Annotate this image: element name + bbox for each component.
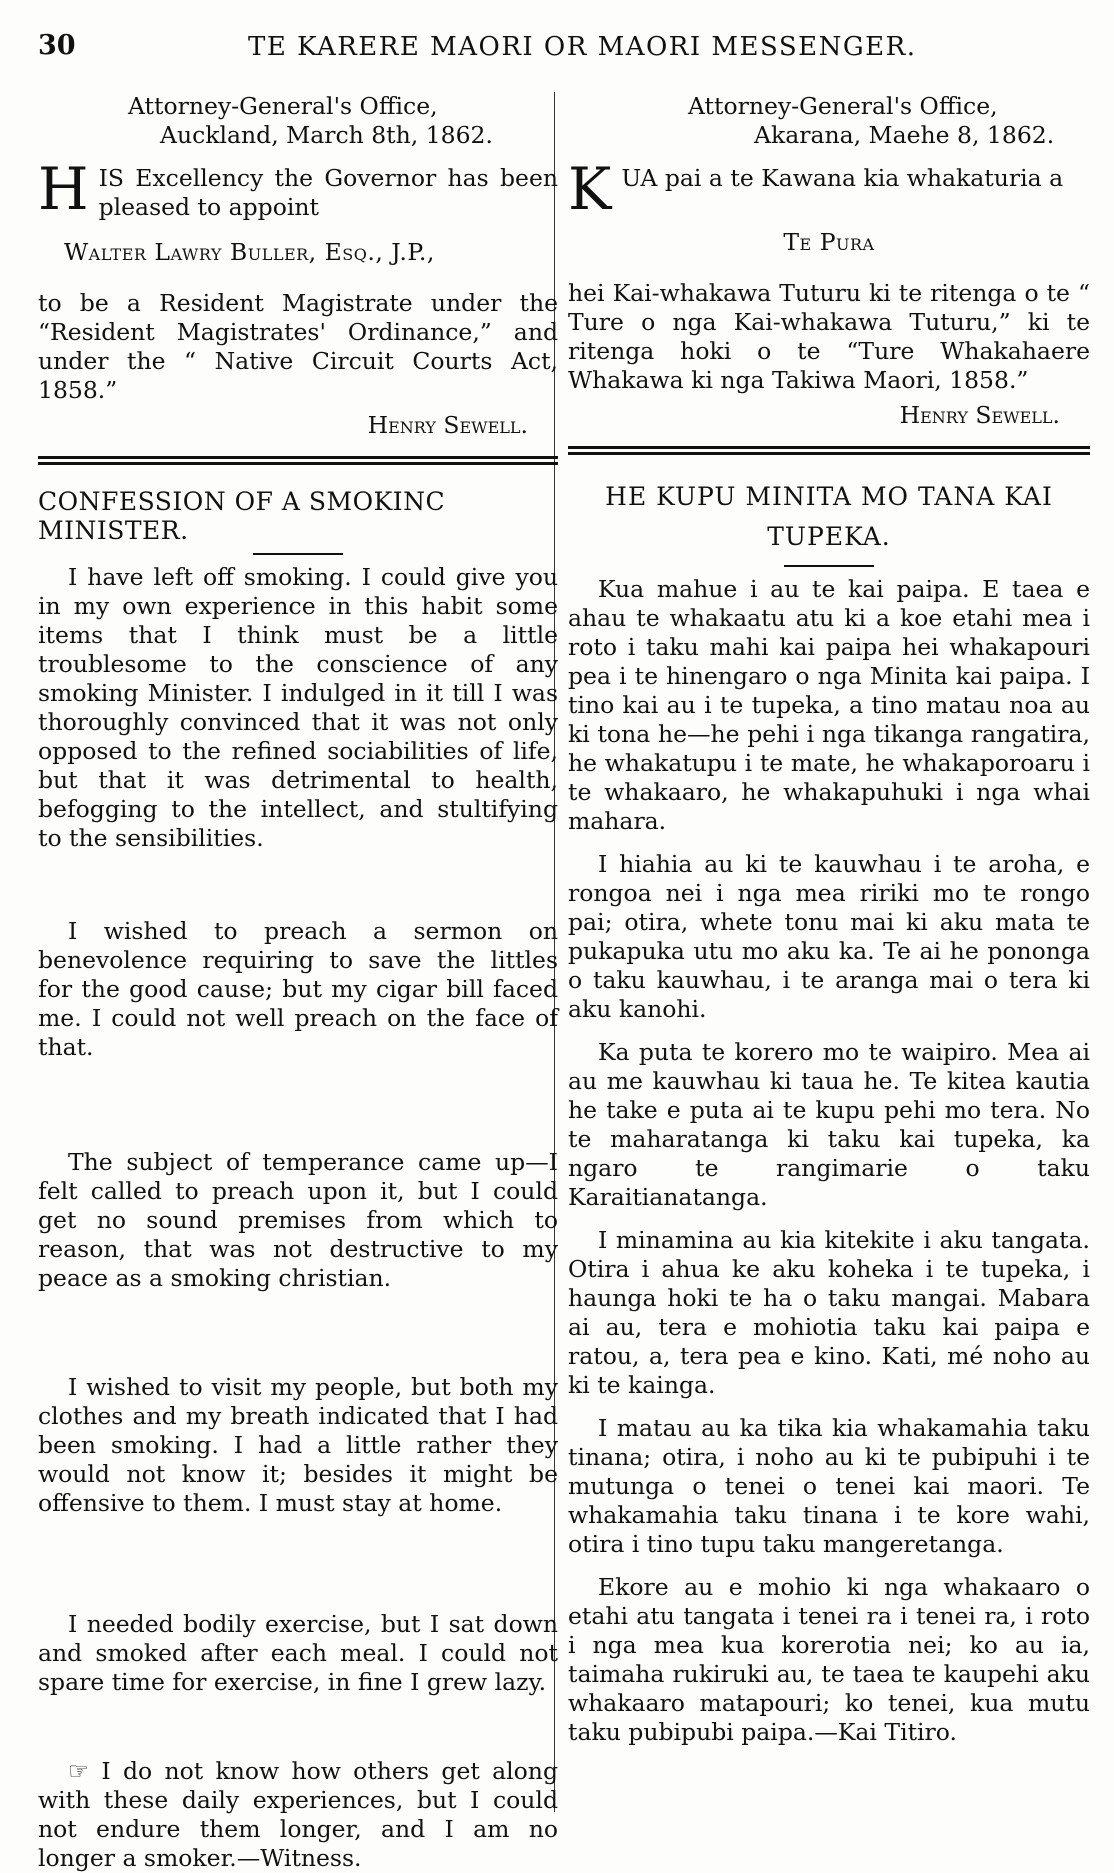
notice-date: Auckland, March 8th, 1862. xyxy=(160,121,493,149)
article-paragraph: I wished to visit my people, but both my clothes and my breath indicated that I had been smoking. I had a little rather they would not know it; besides it might be offensive to them. I must stay at home. xyxy=(38,1373,558,1517)
notice-office: Attorney-General's Office, xyxy=(128,92,438,120)
notice-intro: UA pai a te Kawana kia whakaturia a xyxy=(621,164,1064,192)
article-heading xyxy=(568,477,1090,557)
article-paragraph: Kua mahue i au te kai paipa. E taea e ahau te whakaatu atu ki a koe etahi mea i roto i taku mahi kai paipa hei whakapouri pea i te hinengaro o nga Minita kai paipa. I tino kai au i te tupeka, a tino matau noa au ki tona he—he pehi i nga tikanga rangatira, he whakatupu i te mate, he whakaporoaru i te whakaaro, he whakapuhuki i nga whai mahara. xyxy=(568,575,1090,835)
article-paragraph: Ka puta te korero mo te waipiro. Mea ai au me kauwhau ki taua he. Te kitea kautia he take e puta ai te kupu pehi mo tera. No te maharatanga ki taku kai tupeka, ka ngaro te rangimarie o taku Karaitianatanga. xyxy=(568,1038,1090,1211)
notice-english xyxy=(38,92,558,440)
heading-rule xyxy=(253,553,343,555)
page-number: 30 xyxy=(38,30,76,61)
notice-appointee: Te Pura xyxy=(783,228,875,256)
article-paragraph: I matau au ka tika kia whakamahia taku tinana; otira, i noho au ki te pubipuhi i te mutunga o tenei o tenei kai maori. Te whakamahia taku tinana i te kore wahi, otira i tino tupu taku mangeretanga. xyxy=(568,1414,1090,1558)
notice-appointee: Walter Lawry Buller, Esq., J.P., xyxy=(64,238,435,266)
article-heading: CONFESSION OF A SMOKINC MINISTER. xyxy=(38,487,446,545)
drop-cap: K xyxy=(568,155,612,223)
notice-intro-block xyxy=(568,155,1090,223)
article-paragraph: I have left off smoking. I could give you in my own experience in this habit some items that I think must be a little troublesome to the conscience of any smoking Minister. I indulged in it till I was thoroughly convinced that it was not only opposed to the refined sociabilities of life, but that it was detrimental to health, befogging to the intellect, and stultifying to the sensibilities. xyxy=(38,563,558,852)
article-paragraph: I minamina au kia kitekite i aku tangata. Otira i ahua ke aku koheka i te tupeka, i haunga hoki te ha o taku mangai. Mabara ai au, tera e mohiotia taku kai paipa e ratou, a, tera pea e kino. Kati, mé noho au ki te kainga. xyxy=(568,1226,1090,1399)
article-heading-line: HE KUPU MINITA MO TANA KAI xyxy=(605,482,1053,511)
notice-body: hei Kai-whakawa Tuturu ki te ritenga o te “ Ture o nga Kai-whakawa Tuturu,” ki te ritenga hoki o te “Ture Whakahaere Whakawa ki nga Takiwa Maori, 1858.” xyxy=(568,279,1090,394)
article-heading-line: TUPEKA. xyxy=(767,522,891,551)
notice-signature: Henry Sewell. xyxy=(367,411,528,439)
notice-office: Attorney-General's Office, xyxy=(688,92,998,120)
notice-date: Akarana, Maehe 8, 1862. xyxy=(754,121,1055,149)
drop-cap: H xyxy=(38,155,89,223)
article-paragraph: The subject of temperance came up—I felt called to preach upon it, but I could get no sound premises from which to reason, that was not destructive to my peace as a smoking christian. xyxy=(38,1148,558,1292)
article-paragraph: I needed bodily exercise, but I sat down and smoked after each meal. I could not spare time for exercise, in fine I grew lazy. xyxy=(38,1610,558,1696)
article-paragraph: ☞ I do not know how others get along with these daily experiences, but I could not endure them longer, and I am no longer a smoker.—Witness. xyxy=(38,1757,558,1872)
page-header xyxy=(28,30,1086,70)
notice-intro: IS Excellency the Governor has been pleased to appoint xyxy=(98,164,558,221)
article-paragraph: I wished to preach a sermon on benevolence requiring to save the littles for the good cause; but my cigar bill faced me. I could not well preach on the face of that. xyxy=(38,917,558,1061)
newspaper-title: TE KARERE MAORI OR MAORI MESSENGER. xyxy=(248,32,917,62)
notice-body: to be a Resident Magistrate under the “Resident Magistrates' Ordinance,” and under the “ Native Circuit Courts Act, 1858.” xyxy=(38,289,558,404)
notice-intro-block xyxy=(38,155,558,223)
article-paragraph: I hiahia au ki te kauwhau i te aroha, e rongoa nei i nga mea ririki mo te rongo pai; otira, whete tonu mai ki aku mata te pukapuka utu mo aku ka. Te ai he pononga o taku kauwhau, i te aranga mai o tera ki aku kanohi. xyxy=(568,850,1090,1023)
article-paragraph: Ekore au e mohio ki nga whakaaro o etahi atu tangata i tenei ra i tenei ra, i roto i nga mea kua korerotia nei; ko au ia, taimaha rukiruki au, te taea te kaupehi aku whakaaro matapouri; ko tenei, kua mutu taku pubipubi paipa.—Kai Titiro. xyxy=(568,1573,1090,1746)
notice-maori xyxy=(568,92,1090,430)
double-rule xyxy=(38,456,558,465)
english-column xyxy=(38,92,558,1873)
article-maori xyxy=(568,477,1090,1747)
double-rule xyxy=(568,446,1090,455)
heading-rule xyxy=(784,565,874,567)
article-english xyxy=(38,487,558,1873)
maori-column xyxy=(568,92,1090,1747)
notice-signature: Henry Sewell. xyxy=(899,401,1060,429)
